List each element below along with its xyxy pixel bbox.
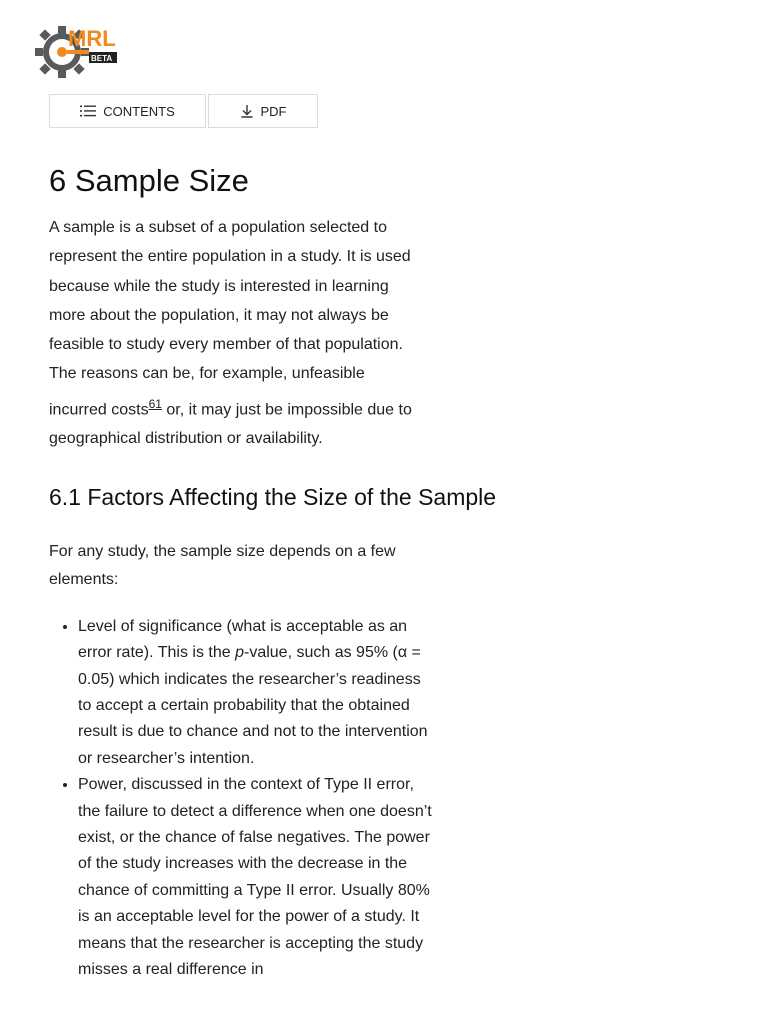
intro-text-1: A sample is a subset of a population selected to represent the entire population in a study. It is used because while the study is interested in learning more about the population, it may not always be feasible to study every member of that population. The reasons can be, for example, unfeasible incurred costs: [49, 219, 411, 419]
svg-text:BETA: BETA: [91, 54, 113, 63]
svg-text:MRL: MRL: [68, 26, 116, 51]
section-title: 6.1 Factors Affecting the Size of the Sample: [49, 483, 497, 510]
intro-text-2: or, it may just be impossible due to geographical distribution or availability.: [49, 401, 412, 448]
pdf-button[interactable]: [208, 94, 318, 128]
list-icon: [80, 105, 96, 117]
contents-label: CONTENTS: [103, 103, 175, 119]
list-item-text: Level of significance (what is acceptable as an error rate). This is the: [78, 617, 408, 662]
chapter-title: 6 Sample Size: [49, 163, 249, 198]
intro-paragraph: [49, 213, 424, 454]
site-logo[interactable]: [31, 22, 123, 84]
pdf-label: PDF: [260, 103, 287, 119]
footnote-ref[interactable]: [149, 396, 162, 411]
list-item-power: • Power, discussed in the context of Type II error, the failure to detect a difference when one doesn’t exist, or the chance of false negatives. The power of the study increases with the decrease in the chance of committing a Type II error. Usually 80% is an acceptable level for the power of a study. It means that the researcher is accepting the study misses a real difference in: [78, 772, 433, 983]
list-item-significance: [78, 614, 433, 772]
top-toolbar: [49, 94, 318, 128]
section-lead: For any study, the sample size depends on a few elements:: [49, 542, 396, 588]
download-icon: [240, 104, 254, 118]
footnote-link[interactable]: 61: [148, 396, 162, 411]
contents-button[interactable]: [49, 94, 206, 128]
factors-list: [49, 614, 433, 984]
main-content: [49, 150, 497, 983]
p-symbol: p: [235, 644, 244, 662]
list-item-text: -value, such as 95% (α = 0.05) which indicates the researcher’s readiness to accept a certain probability that the obtained result is due to chance and not to the intervention or researcher’s intention.: [78, 644, 428, 767]
